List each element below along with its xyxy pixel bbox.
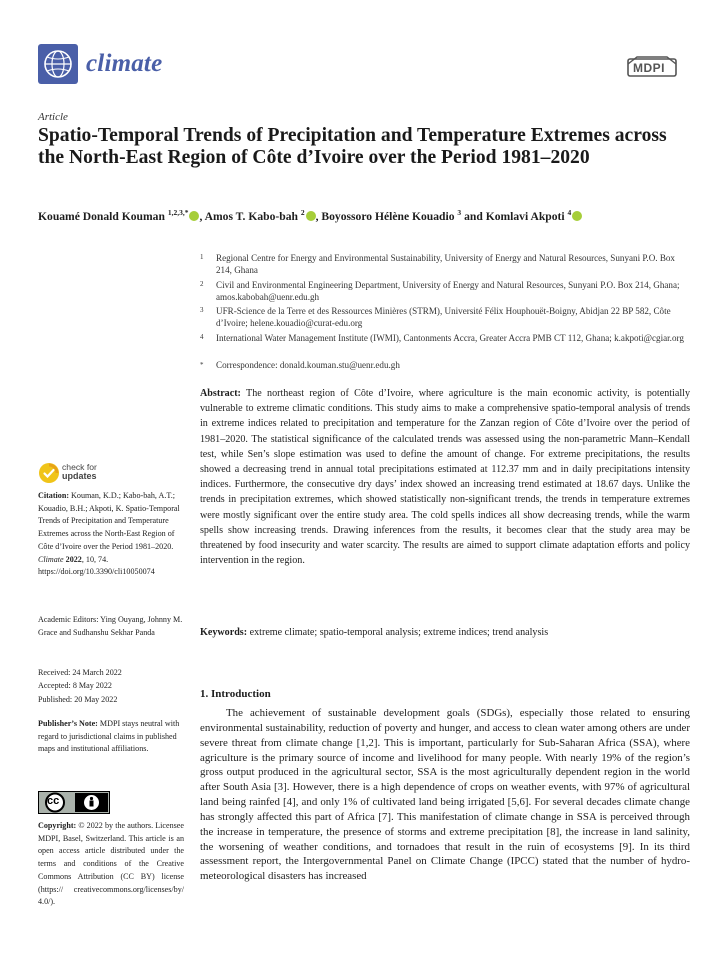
citation-label: Citation: xyxy=(38,491,70,500)
author-affiliation-marker: 4 xyxy=(567,208,572,217)
citation xyxy=(38,490,184,579)
check-for-updates-icon[interactable] xyxy=(38,462,60,484)
check-for-updates-line2: updates xyxy=(62,471,97,481)
publisher-logo xyxy=(627,56,677,78)
author-and: and xyxy=(464,209,483,223)
affiliation-text: Civil and Environmental Engineering Department, University of Energy and Natural Resources, Sunyani P.O. Box 214, Ghana; amos.kabobah@uenr.edu.gh xyxy=(216,280,680,303)
cc-label: cc xyxy=(47,795,60,807)
citation-volume-doi[interactable]: , 10, 74. https://doi.org/10.3390/cli10050074 xyxy=(38,554,155,577)
keywords xyxy=(200,627,690,638)
author-affiliation-marker: 3 xyxy=(457,208,462,217)
affiliation-text: UFR-Science de la Terre et des Ressources Minières (STRM), Université Félix Houphouët-Boigny, Abidjan 22 BP 582, Côte d’Ivoire; helene.kouadio@curat-edu.org xyxy=(216,306,671,329)
affiliation-number: 3 xyxy=(200,306,204,314)
abstract xyxy=(200,386,690,568)
author-name: Kouamé Donald Kouman xyxy=(38,209,165,223)
affiliation-number: 4 xyxy=(200,333,204,341)
academic-editors: Academic Editors: Ying Ouyang, Johnny M. Grace and Sudhanshu Sekhar Panda xyxy=(38,615,183,637)
section-heading: 1. Introduction xyxy=(200,688,271,700)
author-list: Kouamé Donald Kouman $^{1,2,3,*}$ , Amos T. Kabo-bah $^2$ , Boyossoro Hélène Kouadio $^3$ and Komlavi Akpoti $^4$ xyxy=(38,208,698,223)
publisher-note-text: MDPI stays neutral with regard to jurisdictional claims in published maps and institutional affiliations. xyxy=(38,719,180,754)
keywords-label: Keywords: xyxy=(200,627,248,638)
orcid-icon[interactable] xyxy=(572,211,582,221)
affiliation-number: * xyxy=(200,361,204,369)
citation-journal: Climate xyxy=(38,554,64,564)
author-affiliation-marker: 2 xyxy=(300,208,305,217)
author-affiliation-marker: 1,2,3,* xyxy=(167,208,189,217)
publisher-name: MDPI xyxy=(633,61,665,75)
received-date: Received: 24 March 2022 xyxy=(38,668,122,677)
citation-text: Kouman, K.D.; Kabo-bah, A.T.; Kouadio, B.H.; Akpoti, K. Spatio-Temporal Trends of Precipitation and Temperature Extremes across the North-East Region of Côte d’Ivoire over the Period 1981–2020. xyxy=(38,491,180,551)
affiliation-number: 1 xyxy=(200,253,204,261)
publisher-note xyxy=(38,718,184,756)
check-for-updates-label[interactable] xyxy=(62,463,97,481)
article-title: Spatio-Temporal Trends of Precipitation and Temperature Extremes across the North-East Region of Côte d’Ivoire over the Period 1981–2020 xyxy=(38,125,667,168)
published-date: Published: 20 May 2022 xyxy=(38,695,118,704)
abstract-label: Abstract: xyxy=(200,388,241,399)
keywords-text: extreme climate; spatio-temporal analysis; extreme indices; trend analysis xyxy=(247,627,549,638)
check-for-updates-line1: check for xyxy=(62,462,97,472)
author-name: Amos T. Kabo-bah xyxy=(204,209,298,223)
orcid-icon[interactable] xyxy=(306,211,316,221)
orcid-icon[interactable] xyxy=(189,211,199,221)
copyright xyxy=(38,820,184,909)
affiliation-text: Regional Centre for Energy and Environmental Sustainability, University of Energy and Natural Resources, Sunyani P.O. Box 214, Ghana xyxy=(216,253,675,276)
author-name: Komlavi Akpoti xyxy=(485,209,565,223)
correspondence: Correspondence: donald.kouman.stu@uenr.edu.gh xyxy=(216,360,400,370)
publisher-note-label: Publisher’s Note: xyxy=(38,719,98,728)
citation-year: 2022 xyxy=(63,554,82,564)
cc-by-license-badge[interactable] xyxy=(38,791,110,814)
affiliation-number: 2 xyxy=(200,280,204,288)
copyright-label: Copyright: xyxy=(38,821,77,830)
abstract-text: The northeast region of Côte d’Ivoire, where agriculture is the main economic activity, is potentially vulnerable to extreme climatic conditions. This study aims to make a comprehensive spatio-temporal analysis of trends in extreme indices related to precipitation and temperature for the Zanzan region of Côte d’Ivoire over the period of 1981–2020. The statistical significance of the calculated trends was assessed using the non-parametric Mann–Kendall test, while Sen’s slope estimation was used to define the amount of change. For extreme precipitations, the results showed a decreasing trend in annual total precipitations estimated at 112.37 mm and in daily precipitations intensity indices. Furthermore, the consecutive dry days’ index showed an increasing trend estimated at 18.67 days. Unlike the trends in precipitation extremes, which showed statistically non-significant trends, the trends in temperature extremes were mostly significant over the entire study area. The cold spells indices all show decreasing trends, while the warm spells show increasing trends. Drawing inferences from the results, it becomes clear that the study area may be threatened by food insecurity and water scarcity. The results are aimed to support climate adaptation efforts and policy intervention in the region. xyxy=(200,388,690,567)
journal-name: climate xyxy=(86,50,163,77)
affiliation-text: International Water Management Institute (IWMI), Cantonments Accra, Greater Accra PMB CT 112, Ghana; k.akpoti@cgiar.org xyxy=(216,333,684,343)
author-name: Boyossoro Hélène Kouadio xyxy=(321,209,455,223)
article-type: Article xyxy=(38,111,68,123)
accepted-date: Accepted: 8 May 2022 xyxy=(38,681,112,690)
copyright-text: © 2022 by the authors. Licensee MDPI, Basel, Switzerland. This article is an open access article distributed under the terms and conditions of the Creative Commons Attribution (CC BY) license (https:// creativecommons.org/licenses/by/ 4.0/). xyxy=(38,821,184,907)
introduction-text: The achievement of sustainable development goals (SDGs), especially those related to ensuring environmental sustainability, reduction of poverty and hunger, and access to clean water among others are under severe threat from climate change [1,2]. This is important, particularly for Sub-Saharan Africa (SSA), where agriculture is the primary source of income and livelihood for many people. With nearly 19% of the region’s gross output produced in the agricultural sector, SSA is the most agriculturally dependent region in the world after South Asia [3]. However, there is a high dependence of crops on weather events, with 97% of agricultural land being rainfed [4], and only 1% of cultivated land being irrigated [5,6]. For several decades climate change has strongly affected this part of Africa [7]. This manifestation of climate change in SSA is perceived through the increase in temperature, the presence of storms and extreme precipitation [8], the increase in land salinity, the worsening of weather conditions, and tornadoes that result in the ruin of ecosystems [9]. In its third assessment report, the Intergovernmental Panel on Climate Change (IPCC) stated that the number of hydro-meteorological disasters has increased xyxy=(200,707,690,883)
journal-logo-icon xyxy=(38,44,78,84)
